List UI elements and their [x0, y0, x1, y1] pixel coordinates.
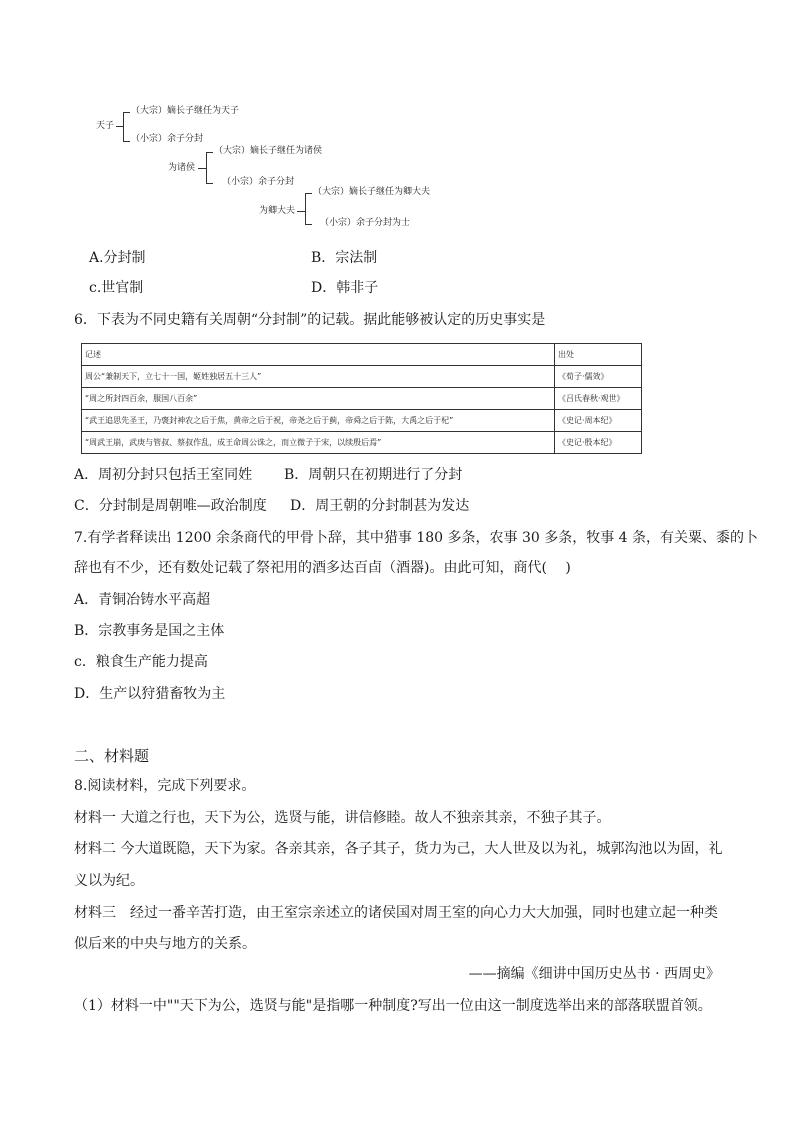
- table-cell: “武王追思先圣王，乃褒封神农之后于焦，黄帝之后于祝，帝尧之后于蓟，帝舜之后于陈，大禹之后于杞”: [82, 410, 555, 432]
- node-tianzi-xiao: （小宗）余子分封: [131, 134, 204, 144]
- table-cell: “周之所封四百余，服国八百余”: [82, 388, 555, 410]
- node-zhuhou: 为诸侯: [168, 163, 196, 173]
- table-cell: 周公“兼制天下，立七十一国，姬姓独居五十三人”: [82, 366, 555, 388]
- q6-option-b[interactable]: B．周朝只在初期进行了分封: [284, 467, 463, 483]
- table-cell: 《史记·周本纪》: [555, 410, 642, 432]
- bracket: [206, 152, 213, 184]
- bracket: [305, 193, 312, 225]
- connector: [116, 126, 123, 127]
- q7-stem-line2: 辞也有不少，还有数处记载了祭祀用的酒多达百卣（酒器)。由此可知，商代( ): [74, 560, 571, 576]
- table-header: 记述: [82, 344, 555, 366]
- q6-option-a[interactable]: A．周初分封只包括王室同姓: [74, 467, 253, 483]
- table-row: [82, 432, 642, 454]
- node-zhuhou-xiao: （小宗）余子分封: [222, 177, 295, 187]
- q7-option-c[interactable]: c．粮食生产能力提高: [74, 654, 208, 670]
- material-source: ——摘编《细讲中国历史丛书 · 西周史》: [468, 966, 720, 982]
- q7-option-d[interactable]: D．生产以狩猎畜牧为主: [74, 686, 226, 702]
- material-1: 材料一 大道之行也，天下为公，选贤与能，讲信修睦。故人不独亲其亲，不独子其子。: [74, 810, 611, 826]
- table-cell: “周武王崩，武庚与管叔、蔡叔作乱，成王命周公诛之，而立微子于宋，以续殷后焉”: [82, 432, 555, 454]
- node-qingdafu-da: （大宗）嫡长子继任为卿大夫: [313, 187, 431, 197]
- table-row: [82, 388, 642, 410]
- node-tianzi-da: （大宗）嫡长子继任为天子: [131, 106, 240, 116]
- q8-sub1: （1）材料一中""天下为公，选贤与能"是指哪一种制度?写出一位由这一制度选举出来的部落联盟首领。: [74, 998, 712, 1014]
- node-tianzi: 天子: [96, 121, 115, 131]
- q6-option-d[interactable]: D．周王朝的分封制甚为发达: [290, 498, 470, 514]
- table-row: [82, 366, 642, 388]
- node-qingdafu: 为卿大夫: [259, 206, 296, 216]
- table-header-row: [82, 344, 642, 366]
- section-title: 二、材料题: [74, 747, 150, 765]
- node-qingdafu-xiao: （小宗）余子分封为士: [320, 218, 411, 228]
- table-cell: 《史记·殷本纪》: [555, 432, 642, 454]
- table-cell: 《荀子·儒效》: [555, 366, 642, 388]
- q7-stem-line1: 7.有学者释读出 1200 余条商代的甲骨卜辞，其中猎事 180 多条，农事 30 多条，牧事 4 条，有关粟、黍的卜: [74, 530, 759, 546]
- q6-stem: 6．下表为不同史籍有关周朝“分封制”的记载。据此能够被认定的历史事实是: [74, 312, 546, 328]
- connector: [198, 168, 206, 169]
- q6-table: [81, 343, 642, 454]
- table-row: [82, 410, 642, 432]
- bracket: [123, 112, 130, 142]
- material-3-line2: 似后来的中央与地方的关系。: [74, 936, 256, 952]
- q7-option-b[interactable]: B．宗教事务是国之主体: [74, 623, 225, 639]
- q8-stem: 8.阅读材料，完成下列要求。: [74, 778, 256, 794]
- material-2-line1: 材料二 今大道既隐，天下为家。各亲其亲，各子其子，货力为己，大人世及以为礼，城郭沟池以为固，礼: [74, 841, 723, 857]
- material-3-line1: 材料三 经过一番辛苦打造，由王室宗亲述立的诸侯国对周王室的向心力大大加强，同时也建立起一种类: [74, 905, 718, 921]
- q5-option-b[interactable]: B．宗法制: [311, 250, 378, 266]
- table-header: 出处: [555, 344, 642, 366]
- q7-option-a[interactable]: A．青铜冶铸水平高超: [74, 592, 211, 608]
- q5-option-a[interactable]: A.分封制: [89, 250, 146, 266]
- table-cell: 《吕氏春秋·观世》: [555, 388, 642, 410]
- q5-option-d[interactable]: D．韩非子: [311, 280, 379, 296]
- material-2-line2: 义以为纪。: [74, 873, 144, 889]
- q6-option-c[interactable]: C．分封制是周朝唯—政治制度: [74, 498, 267, 514]
- node-zhuhou-da: （大宗）嫡长子继任为诸侯: [214, 146, 323, 156]
- connector: [297, 211, 305, 212]
- q5-option-c[interactable]: c.世官制: [89, 280, 144, 296]
